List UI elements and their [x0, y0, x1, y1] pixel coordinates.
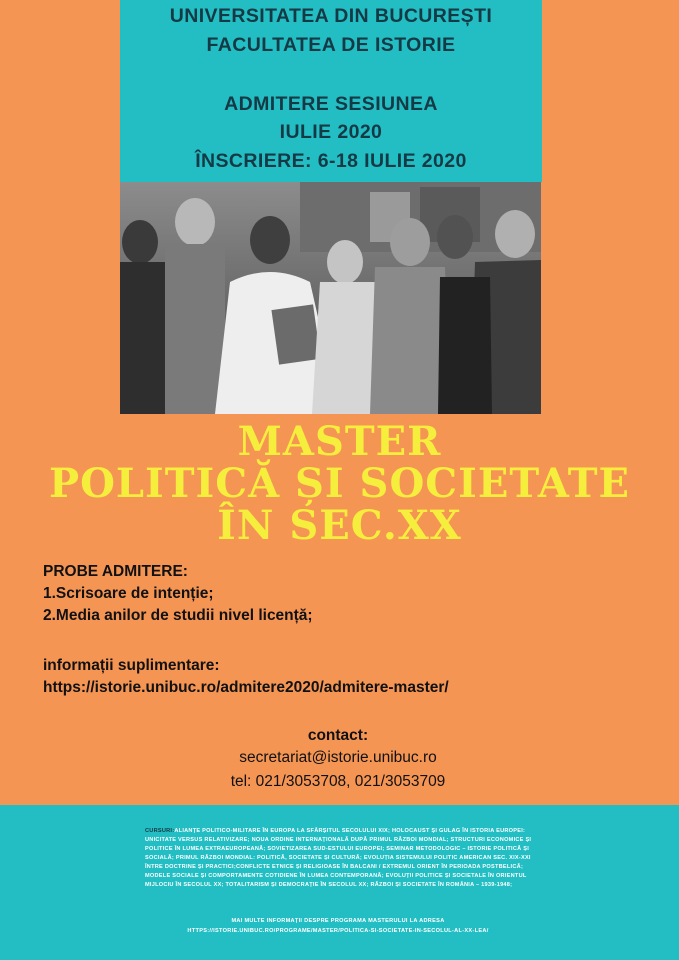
contact-phone: tel: 021/3053708, 021/3053709 [230, 773, 446, 790]
registration-dates: ÎNSCRIERE: 6-18 IULIE 2020 [195, 150, 467, 172]
contact-email[interactable]: secretariat@istorie.unibuc.ro [239, 749, 437, 766]
info-link[interactable]: https://istorie.unibuc.ro/admitere2020/admitere-master/ [43, 679, 449, 696]
master-title-line1: MASTER [237, 418, 442, 465]
master-title-line2: POLITICĂ ȘI SOCIETATE [49, 460, 630, 507]
master-title-line3: ÎN SEC.XX [217, 502, 462, 549]
probe-item-1: 1.Scrisoare de intenție; [43, 585, 214, 602]
courses-label: CURSURI: [145, 828, 175, 834]
session-label: IULIE 2020 [279, 121, 383, 143]
historical-photo [120, 182, 541, 414]
courses-list [145, 827, 539, 890]
faculty-name: FACULTATEA DE ISTORIE [206, 34, 456, 56]
probe-heading: PROBE ADMITERE: [43, 563, 188, 580]
probe-item-2: 2.Media anilor de studii nivel licență; [43, 607, 313, 624]
info-label: informații suplimentare: [43, 657, 220, 674]
university-name: UNIVERSITATEA DIN BUCUREȘTI [169, 5, 493, 27]
more-info-label: MAI MULTE INFORMAȚII DESPRE PROGRAMA MASTERULUI LA ADRESA [231, 918, 445, 924]
more-info-link[interactable]: HTTPS://ISTORIE.UNIBUC.RO/PROGRAME/MASTER/POLITICA-SI-SOCIETATE-IN-SECOLUL-AL-XX-LEA/ [187, 928, 489, 934]
contact-label: contact: [307, 727, 369, 744]
courses-text: ALIANȚE POLITICO-MILITARE ÎN EUROPA LA SFÂRȘITUL SECOLULUI XIX; HOLOCAUST ȘI GULAG ÎN ISTORIA EUROPEI: UNICITATE VERSUS RELATIVIZARE; NOUA ORDINE INTERNAȚIONALĂ DUPĂ PRIMUL RĂZBOI MONDIAL; STRUCTURI ECONOMICE ȘI POLITICE ÎN LUMEA EXTRAEUROPEANĂ; SOVIETIZAREA SUD-ESTULUI EUROPEI; SEMINAR METODOLOGIC – ISTORIE POLITICĂ ȘI SOCIALĂ; PRIMUL RĂZBOI MONDIAL: POLITICĂ, SOCIETATE ȘI CULTURĂ; EVOLUȚIA SISTEMULUI POLITIC AMERICAN SEC. XIX-XXI ÎNTRE DOCTRINE ȘI PRACTICI;CONFLICTE ETNICE ȘI RELIGIOASE ÎN BALCANI / EXTREMUL ORIENT ÎN PERIOADA POSTBELICĂ; MODELE SOCIALE ȘI COMPORTAMENTE COTIDIENE ÎN LUMEA CONTEMPORANĂ; EVOLUȚII POLITICE ȘI SOCIETALE ÎN ORIENTUL MIJLOCIU ÎN SECOLUL XX; TOTALITARISM ȘI DEMOCRAȚIE ÎN SECOLUL XX; RĂZBOI ȘI SOCIETATE ÎN ROMÂNIA – 1939-1948; [145, 828, 532, 888]
historical-photo-illustration [120, 182, 541, 414]
admission-label: ADMITERE SESIUNEA [224, 93, 438, 115]
